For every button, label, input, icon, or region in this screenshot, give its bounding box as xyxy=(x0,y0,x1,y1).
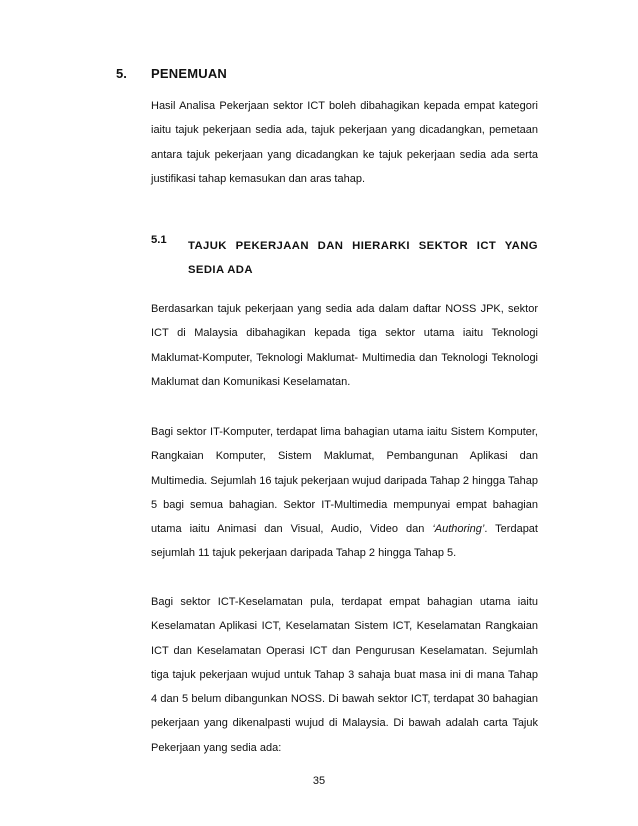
page-number: 35 xyxy=(312,775,326,787)
paragraph-text: Bagi sektor IT-Komputer, terdapat lima bahagian utama iaitu Sistem Komputer, Rangkaian Komputer, Sistem Maklumat, Pembangunan Aplikasi dan Multimedia. Sejumlah 16 tajuk pekerjaan wujud daripada Tahap 2 hingga Tahap 5 bagi semua bahagian. Sektor IT-Multimedia mempunyai empat bahagian utama iaitu Animasi dan Visual, Audio, Video dan xyxy=(151,426,538,536)
authoring-term: ‘Authoring’ xyxy=(432,523,485,536)
intro-paragraph: Hasil Analisa Pekerjaan sektor ICT boleh dibahagikan kepada empat kategori iaitu tajuk pekerjaan sedia ada, tajuk pekerjaan yang dicadangkan, pemetaan antara tajuk pekerjaan yang dicadangkan ke tajuk pekerjaan sedia ada serta justifikasi tahap kemasukan dan aras tahap. xyxy=(151,100,538,185)
subsection-number: 5.1 xyxy=(151,234,167,246)
paragraph-noss: Berdasarkan tajuk pekerjaan yang sedia ada dalam daftar NOSS JPK, sektor ICT di Malaysia dibahagikan kepada tiga sektor utama iaitu Teknologi Maklumat-Komputer, Teknologi Maklumat- Multimedia dan Teknologi Teknologi Maklumat dan Komunikasi Keselamatan. xyxy=(151,303,538,388)
subsection-title: TAJUK PEKERJAAN DAN HIERARKI SEKTOR ICT YANG SEDIA ADA xyxy=(188,240,538,276)
section-title: PENEMUAN xyxy=(151,66,227,81)
paragraph-ict-keselamatan: Bagi sektor ICT-Keselamatan pula, terdapat empat bahagian utama iaitu Keselamatan Aplikasi ICT, Keselamatan Sistem ICT, Keselamatan Rangkaian ICT dan Keselamatan Operasi ICT dan Pengurusan Keselamatan. Sejumlah tiga tajuk pekerjaan wujud untuk Tahap 3 sahaja buat masa ini di mana Tahap 4 dan 5 belum dibangunkan NOSS. Di bawah sektor ICT, terdapat 30 bahagian pekerjaan yang dikenalpasti wujud di Malaysia. Di bawah adalah carta Tajuk Pekerjaan yang sedia ada: xyxy=(151,596,538,754)
paragraph-text: . Terdapat sejumlah 11 tajuk pekerjaan daripada Tahap 2 hingga Tahap 5. xyxy=(151,523,538,560)
section-number: 5. xyxy=(116,66,127,81)
paragraph-it-komputer xyxy=(151,420,538,566)
